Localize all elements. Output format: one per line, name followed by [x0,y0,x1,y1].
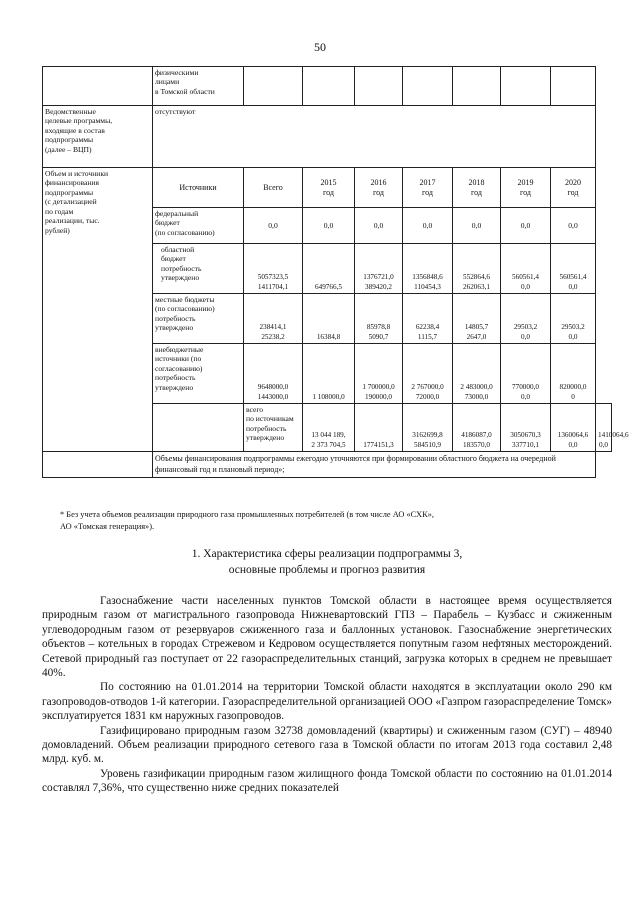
paragraph: По состоянию на 01.01.2014 на территории Томской области находятся в эксплуатации около 290 км газопроводов-отводов 1-й категории. Газораспределительной организацией ООО «Газпром газораспределение Томск» эксплуатируется 1831 км наружных газопроводов. [42,681,612,723]
table-cell [355,67,403,106]
row-label: областной бюджет потребность утверждено [153,244,244,294]
table-cell: 5057323,5 1411704,1 [244,244,303,294]
row-label: физическими лицами в Томской области [153,67,244,106]
row-label: всего по источникам потребность утверждено [244,404,303,452]
table-cell: 0,0 [303,208,355,244]
header-year: 2020 год [551,168,596,208]
table-cell: 552864,6 262063,1 [453,244,501,294]
table-row-continuation [43,67,612,106]
table-cell [43,452,153,478]
table-row-note [43,452,612,478]
header-year: 2017 год [403,168,453,208]
table-cell [453,67,501,106]
table-cell: 770000,0 0,0 [501,344,551,404]
page-number: 50 [314,40,326,54]
table-cell: 9648000,0 1443000,0 [244,344,303,404]
section-heading [42,546,612,578]
passport-table [42,66,629,478]
table-cell [43,67,153,106]
table-cell [303,67,355,106]
table-cell: 238414,1 25238,2 [244,294,303,344]
table-cell: 3050670,3 337710,1 [501,404,551,452]
header-sources: Источники [153,168,244,208]
vcp-label: Ведомственные целевые программы, входящие в состав подпрограммы (далее – ВЦП) [43,106,153,168]
table-cell: 0,0 [501,208,551,244]
financing-note: Объемы финансирования подпрограммы ежегодно уточняются при формировании областного бюджета на очередной финансовый год и плановый период»; [153,452,596,478]
table-cell [501,67,551,106]
table-cell: 649766,5 [303,244,355,294]
row-label: местные бюджеты (по согласованию) потребность утверждено [153,294,244,344]
table-cell: 0,0 [403,208,453,244]
table-cell: 62238,4 1115,7 [403,294,453,344]
table-cell: 1376721,0 389420,2 [355,244,403,294]
table-cell: 1360064,6 0,0 [551,404,596,452]
table-cell: 1 108000,0 [303,344,355,404]
footnote-line: * Без учета объемов реализации природного газа промышленных потребителей (в том числе АО «СХК», [60,510,434,519]
header-year: 2015 год [303,168,355,208]
table-cell: 0,0 [453,208,501,244]
table-cell: 0,0 [244,208,303,244]
heading-line: 1. Характеристика сферы реализации подпрограммы 3, [191,548,463,560]
table-cell: 0,0 [355,208,403,244]
table-cell: 820000,0 0 [551,344,596,404]
table-cell [403,67,453,106]
header-year: 2018 год [453,168,501,208]
table-cell [244,67,303,106]
table-cell: 16384,8 [303,294,355,344]
footnote [60,509,612,533]
table-header-row [43,168,612,208]
table-cell [551,67,596,106]
footnote-line: АО «Томская генерация»). [60,522,155,531]
table-cell: 13 044 189, 2 373 704,5 [303,404,355,452]
table-cell [153,404,244,452]
row-label: федеральный бюджет (по согласованию) [153,208,244,244]
header-year: 2019 год [501,168,551,208]
table-cell: 85978,8 5090,7 [355,294,403,344]
table-cell: 560561,4 0,0 [551,244,596,294]
header-year: 2016 год [355,168,403,208]
header-total: Всего [244,168,303,208]
table-cell: 1356848,6 110454,3 [403,244,453,294]
table-cell: 2 483000,0 73000,0 [453,344,501,404]
paragraph: Газоснабжение части населенных пунктов Томской области в настоящее время осуществляется природным газом от магистрального газопровода Нижневартовский ГПЗ – Парабель – Кузбасс и сжиженным углеводородным газом от резервуаров сжиженного газа и баллонных установок. Газоснабжение энергетических объектов – котельных в городах Стрежевом и Кедровом осуществляется попутным газом нефтяных месторождений. Сетевой природный газ поступает от 22 газораспределительных станций, загрузка которых в среднем не превышает 40%. [42,595,612,680]
table-cell: 14805,7 2647,0 [453,294,501,344]
table-cell: 1410064,6 0,0 [596,404,612,452]
table-cell: 29503,2 0,0 [551,294,596,344]
table-cell: 2 767000,0 72000,0 [403,344,453,404]
table-cell: 0,0 [551,208,596,244]
body-text [42,594,612,796]
vcp-value: отсутствуют [153,106,596,168]
financing-label: Объем и источники финансирования подпрограммы (с детализацией по годам реализации, тыс. рублей) [43,168,153,452]
table-cell: 4186087,0 183570,0 [453,404,501,452]
row-label: внебюджетные источники (по согласованию) потребность утверждено [153,344,244,404]
paragraph: Уровень газификации природным газом жилищного фонда Томской области по состоянию на 01.01.2014 составлял 7,36%, что существенно ниже средних показателей [42,767,612,795]
table-cell: 3162699,8 584510,9 [403,404,453,452]
heading-line: основные проблемы и прогноз развития [228,564,426,576]
table-cell: 29503,2 0,0 [501,294,551,344]
paragraph: Газифицировано природным газом 32738 домовладений (квартиры) и сжиженным газом (СУГ) – 48940 домовладений. Объем реализации природного сетевого газа в Томской области по итогам 2013 года составил 2,48 млрд. куб. м. [42,724,612,766]
table-cell: 1 700000,0 190000,0 [355,344,403,404]
table-row-vcp [43,106,612,168]
table-cell: 560561,4 0,0 [501,244,551,294]
table-cell: 1774151,3 [355,404,403,452]
